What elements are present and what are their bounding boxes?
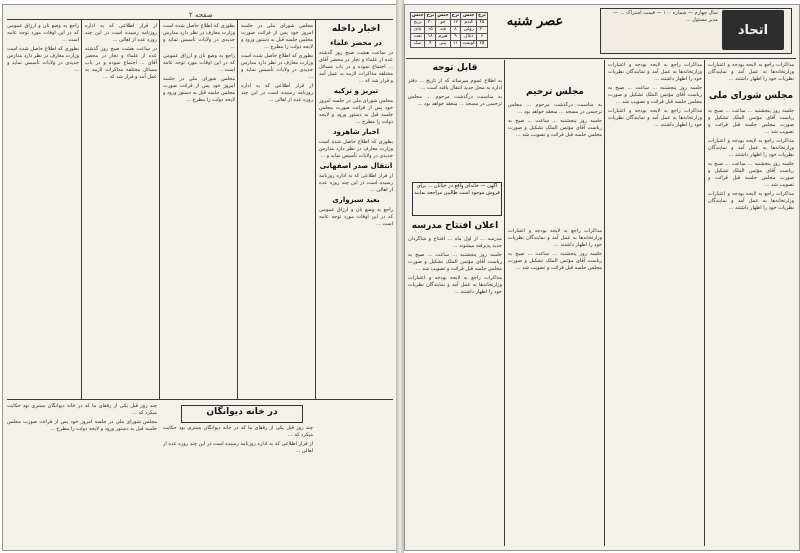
section-heading: مجلس شورای ملی — [708, 91, 794, 101]
article-text: مذاکرات راجع به لایحه بودجه و اعتبارات وزارتخانه‌ها به عمل آمد و نمایندگان نظریات خود را اظهار داشتند ... — [508, 228, 602, 248]
article-text: جلسه روز پنجشنبه ... ساعت ... صبح به ریاست آقای مؤتمن الملک تشکیل و صورت مجلس جلسه قبل قرائت و تصویب شد ... — [708, 108, 794, 135]
table-cell: گندم — [461, 20, 477, 27]
article-text: از قرار اطلاعی که به اداره روزنامه رسیده است در این چند روزه عده از اهالی ... — [163, 441, 313, 454]
table-cell: ۱۲ — [450, 20, 461, 27]
price-table-header: نرخ — [478, 13, 486, 18]
table-cell: هیزم — [436, 34, 450, 41]
subheading: بعید سبزواری — [332, 196, 380, 204]
page-number: صفحه ۲ — [189, 11, 213, 19]
table-cell: ۴ — [425, 41, 436, 48]
article-text: راجع به وضع نان و ارزاق عمومی که در این اوقات مورد توجه عامه است ... — [163, 53, 235, 73]
table-cell: ۶ — [477, 34, 488, 41]
price-table-header: جنس — [412, 13, 424, 18]
subheading: در محضر علماء — [330, 39, 382, 47]
table-cell: ۱۵ — [425, 27, 436, 34]
article-text: جلسه روز پنجشنبه ... ساعت ... صبح به ریاست آقای مؤتمن الملک تشکیل و صورت مجلس جلسه قبل قرائت و تصویب شد ... — [508, 118, 602, 138]
header-rule — [7, 19, 393, 20]
article-text: جلسه روز پنجشنبه ... ساعت ... صبح به ریاست آقای مؤتمن الملک تشکیل و صورت مجلس جلسه قبل قرائت و تصویب شد ... — [408, 252, 502, 272]
price-table-header: نرخ — [451, 13, 460, 18]
article-text: مجلس شورای ملی در جلسه امروز خود پس از قرائت صورت مجلس جلسه قبل به دستور ورود و لایحه دولت را مطرح ... — [319, 98, 393, 125]
article-column — [408, 78, 502, 178]
article-text: مذاکرات راجع به لایحه بودجه و اعتبارات وزارتخانه‌ها به عمل آمد و نمایندگان نظریات خود را اظهار داشتند ... — [708, 138, 794, 158]
article-column — [319, 39, 393, 544]
article-text: از قرار اطلاعی که به اداره روزنامه رسیده است در این چند روزه عده از اهالی ... — [241, 83, 313, 103]
article-column — [7, 403, 157, 543]
article-text: بطوری که اطلاع حاصل شده است وزارت معارف در نظر دارد مدارس جدیدی در ولایات تأسیس نماید و ... — [7, 46, 79, 73]
article-text: جلسه روز پنجشنبه ... ساعت ... صبح به ریاست آقای مؤتمن الملک تشکیل و صورت مجلس جلسه قبل قرائت و تصویب شد ... — [708, 161, 794, 188]
subheading: انتقال صدر اصفهانی — [319, 162, 393, 170]
table-cell: ۳۰ — [425, 20, 436, 27]
article-text: به مناسبت درگذشت مرحوم ... مجلس ترحیمی در مسجد ... منعقد خواهد بود ... — [508, 102, 602, 115]
column-rule — [504, 60, 505, 546]
article-column — [708, 108, 794, 544]
article-text: جلسه روز پنجشنبه ... ساعت ... صبح به ریاست آقای مؤتمن الملک تشکیل و صورت مجلس جلسه قبل قرائت و تصویب شد ... — [608, 85, 702, 105]
table-cell: نمک — [411, 41, 425, 48]
column-rule — [704, 60, 705, 546]
section-heading: اخبار داخله — [331, 24, 381, 34]
table-cell: ۲۰ — [477, 27, 488, 34]
article-text: راجع به وضع نان و ارزاق عمومی که در این اوقات مورد توجه عامه است ... — [7, 23, 79, 43]
article-text: به مناسبت درگذشت مرحوم ... مجلس ترحیمی در مسجد ... منعقد خواهد بود ... — [408, 94, 502, 107]
article-text: بطوری که اطلاع حاصل شده است وزارت معارف در نظر دارد مدارس جدیدی در ولایات تأسیس نماید و ... — [163, 23, 235, 50]
table-cell: ۱۱ — [450, 41, 461, 48]
table-cell: گوشت — [462, 41, 476, 46]
article-text: از قرار اطلاعی که به اداره روزنامه رسیده است در این چند روزه عده از اهالی ... — [85, 23, 157, 43]
section-heading: مجلس ترحیم — [526, 87, 584, 97]
column-rule — [604, 60, 605, 546]
article-text: مجلس شورای ملی در جلسه امروز خود پس از قرائت صورت مجلس جلسه قبل به دستور ورود و لایحه دولت را مطرح ... — [163, 76, 235, 103]
masthead-info: سال چهارم — شماره ۱۰۰ — قیمت اشتراک ... — مدیر مسئول ... — [613, 10, 718, 23]
left-page — [2, 4, 398, 551]
article-text: مذاکرات راجع به لایحه بودجه و اعتبارات وزارتخانه‌ها به عمل آمد و نمایندگان نظریات خود را اظهار داشتند ... — [708, 62, 794, 82]
table-cell: ۸ — [450, 27, 461, 34]
table-cell: ۲۵ — [477, 41, 488, 48]
article-text: مجلس شورای ملی در جلسه امروز خود پس از قرائت صورت مجلس جلسه قبل به دستور ورود و لایحه دولت را مطرح ... — [241, 23, 313, 50]
table-row — [411, 34, 488, 41]
article-text: مذاکرات راجع به لایحه بودجه و اعتبارات وزارتخانه‌ها به عمل آمد و نمایندگان نظریات خود را اظهار داشتند ... — [608, 62, 702, 82]
subheading: تبریز و ترکیه — [333, 87, 379, 95]
table-cell: ذغال — [461, 34, 477, 41]
article-column — [7, 23, 79, 395]
table-cell: برنج — [411, 20, 425, 27]
table-row — [411, 20, 488, 27]
article-text: مذاکرات راجع به لایحه بودجه و اعتبارات وزارتخانه‌ها به عمل آمد و نمایندگان نظریات خود را اظهار داشتند ... — [708, 191, 794, 211]
section-heading: اعلان افتتاح مدرسه — [411, 221, 499, 231]
notice-box: آگهی — خانه‌ای واقع در خیابان ... برای فروش موجود است طالبین مراجعه نمایند — [412, 182, 502, 216]
table-cell: روغن — [461, 27, 477, 34]
issue-title: عصر شنبه — [506, 14, 564, 29]
price-table-header: نرخ — [426, 13, 435, 18]
column-rule — [315, 19, 316, 399]
column-rule — [237, 19, 238, 399]
article-column — [163, 425, 313, 543]
article-text: چند روز قبل یکی از رفقای ما که در خانه دیوانگان بستری بود حکایت میکرد که ... — [7, 403, 157, 416]
article-text: چند روز قبل یکی از رفقای ما که در خانه دیوانگان بستری بود حکایت میکرد که ... — [163, 425, 313, 438]
article-text: در ساعت هشت صبح روز گذشته عده از علماء و تجار در محضر آقای ... اجتماع نموده و در باب مسائل مختلفه مذاکرات لازمه به عمل آمد و قرار شد که ... — [85, 46, 157, 80]
table-cell: ۴۵ — [477, 20, 488, 27]
article-column — [85, 23, 157, 395]
article-text: از قرار اطلاعی که به اداره روزنامه رسیده است در این چند روزه عده از اهالی ... — [319, 173, 393, 193]
article-text: بطوری که اطلاع حاصل شده است وزارت معارف در نظر دارد مدارس جدیدی در ولایات تأسیس نماید و ... — [319, 139, 393, 159]
article-text: مجلس شورای ملی در جلسه امروز خود پس از قرائت صورت مجلس جلسه قبل به دستور ورود و لایحه دولت را مطرح ... — [7, 419, 157, 432]
table-cell: جو — [436, 20, 450, 27]
article-column — [508, 228, 602, 544]
table-cell: چای — [411, 27, 425, 34]
newspaper-logo: اتحاد — [722, 10, 784, 50]
article-text: مدرسه ... از اول ماه ... افتتاح و شاگردان جدید پذیرفته میشوند ... — [408, 236, 502, 249]
article-column — [708, 62, 794, 88]
table-cell: ۹ — [450, 34, 461, 41]
table-cell: ۱۸ — [425, 34, 436, 41]
subheading: اخبار شاهرود — [332, 128, 380, 136]
table-cell: قند — [436, 27, 450, 34]
feature-heading: در خانه دیوانگان — [181, 405, 303, 423]
price-table — [410, 12, 488, 48]
article-column — [241, 23, 313, 395]
masthead-rule — [406, 58, 796, 59]
article-column — [608, 62, 702, 544]
column-rule — [159, 19, 160, 399]
article-text: مذاکرات راجع به لایحه بودجه و اعتبارات وزارتخانه‌ها به عمل آمد و نمایندگان نظریات خود را اظهار داشتند ... — [408, 275, 502, 295]
binding-gutter — [396, 0, 404, 553]
article-column — [163, 23, 235, 395]
table-cell: نفت — [411, 34, 425, 41]
section-heading: قابل توجه — [432, 63, 478, 73]
article-text: راجع به وضع نان و ارزاق عمومی که در این اوقات مورد توجه عامه است ... — [319, 207, 393, 227]
price-table-header: جنس — [461, 13, 477, 20]
table-row — [411, 41, 488, 48]
article-column — [508, 102, 602, 222]
article-text: مذاکرات راجع به لایحه بودجه و اعتبارات وزارتخانه‌ها به عمل آمد و نمایندگان نظریات خود را اظهار داشتند ... — [608, 108, 702, 128]
article-text: بطوری که اطلاع حاصل شده است وزارت معارف در نظر دارد مدارس جدیدی در ولایات تأسیس نماید و ... — [241, 53, 313, 80]
article-column — [408, 236, 502, 544]
table-row — [411, 27, 488, 34]
price-table-header: جنس — [437, 13, 449, 18]
table-cell: پنیر — [436, 41, 450, 48]
column-rule — [81, 19, 82, 399]
article-text: به اطلاع عموم میرساند که از تاریخ ... دفتر اداره به محل جدید انتقال یافته است ... — [408, 78, 502, 91]
article-text: جلسه روز پنجشنبه ... ساعت ... صبح به ریاست آقای مؤتمن الملک تشکیل و صورت مجلس جلسه قبل قرائت و تصویب شد ... — [508, 251, 602, 271]
article-text: در ساعت هشت صبح روز گذشته عده از علماء و تجار در محضر آقای ... اجتماع نموده و در باب مسائل مختلفه مذاکرات لازمه به عمل آمد و قرار شد که ... — [319, 50, 393, 84]
